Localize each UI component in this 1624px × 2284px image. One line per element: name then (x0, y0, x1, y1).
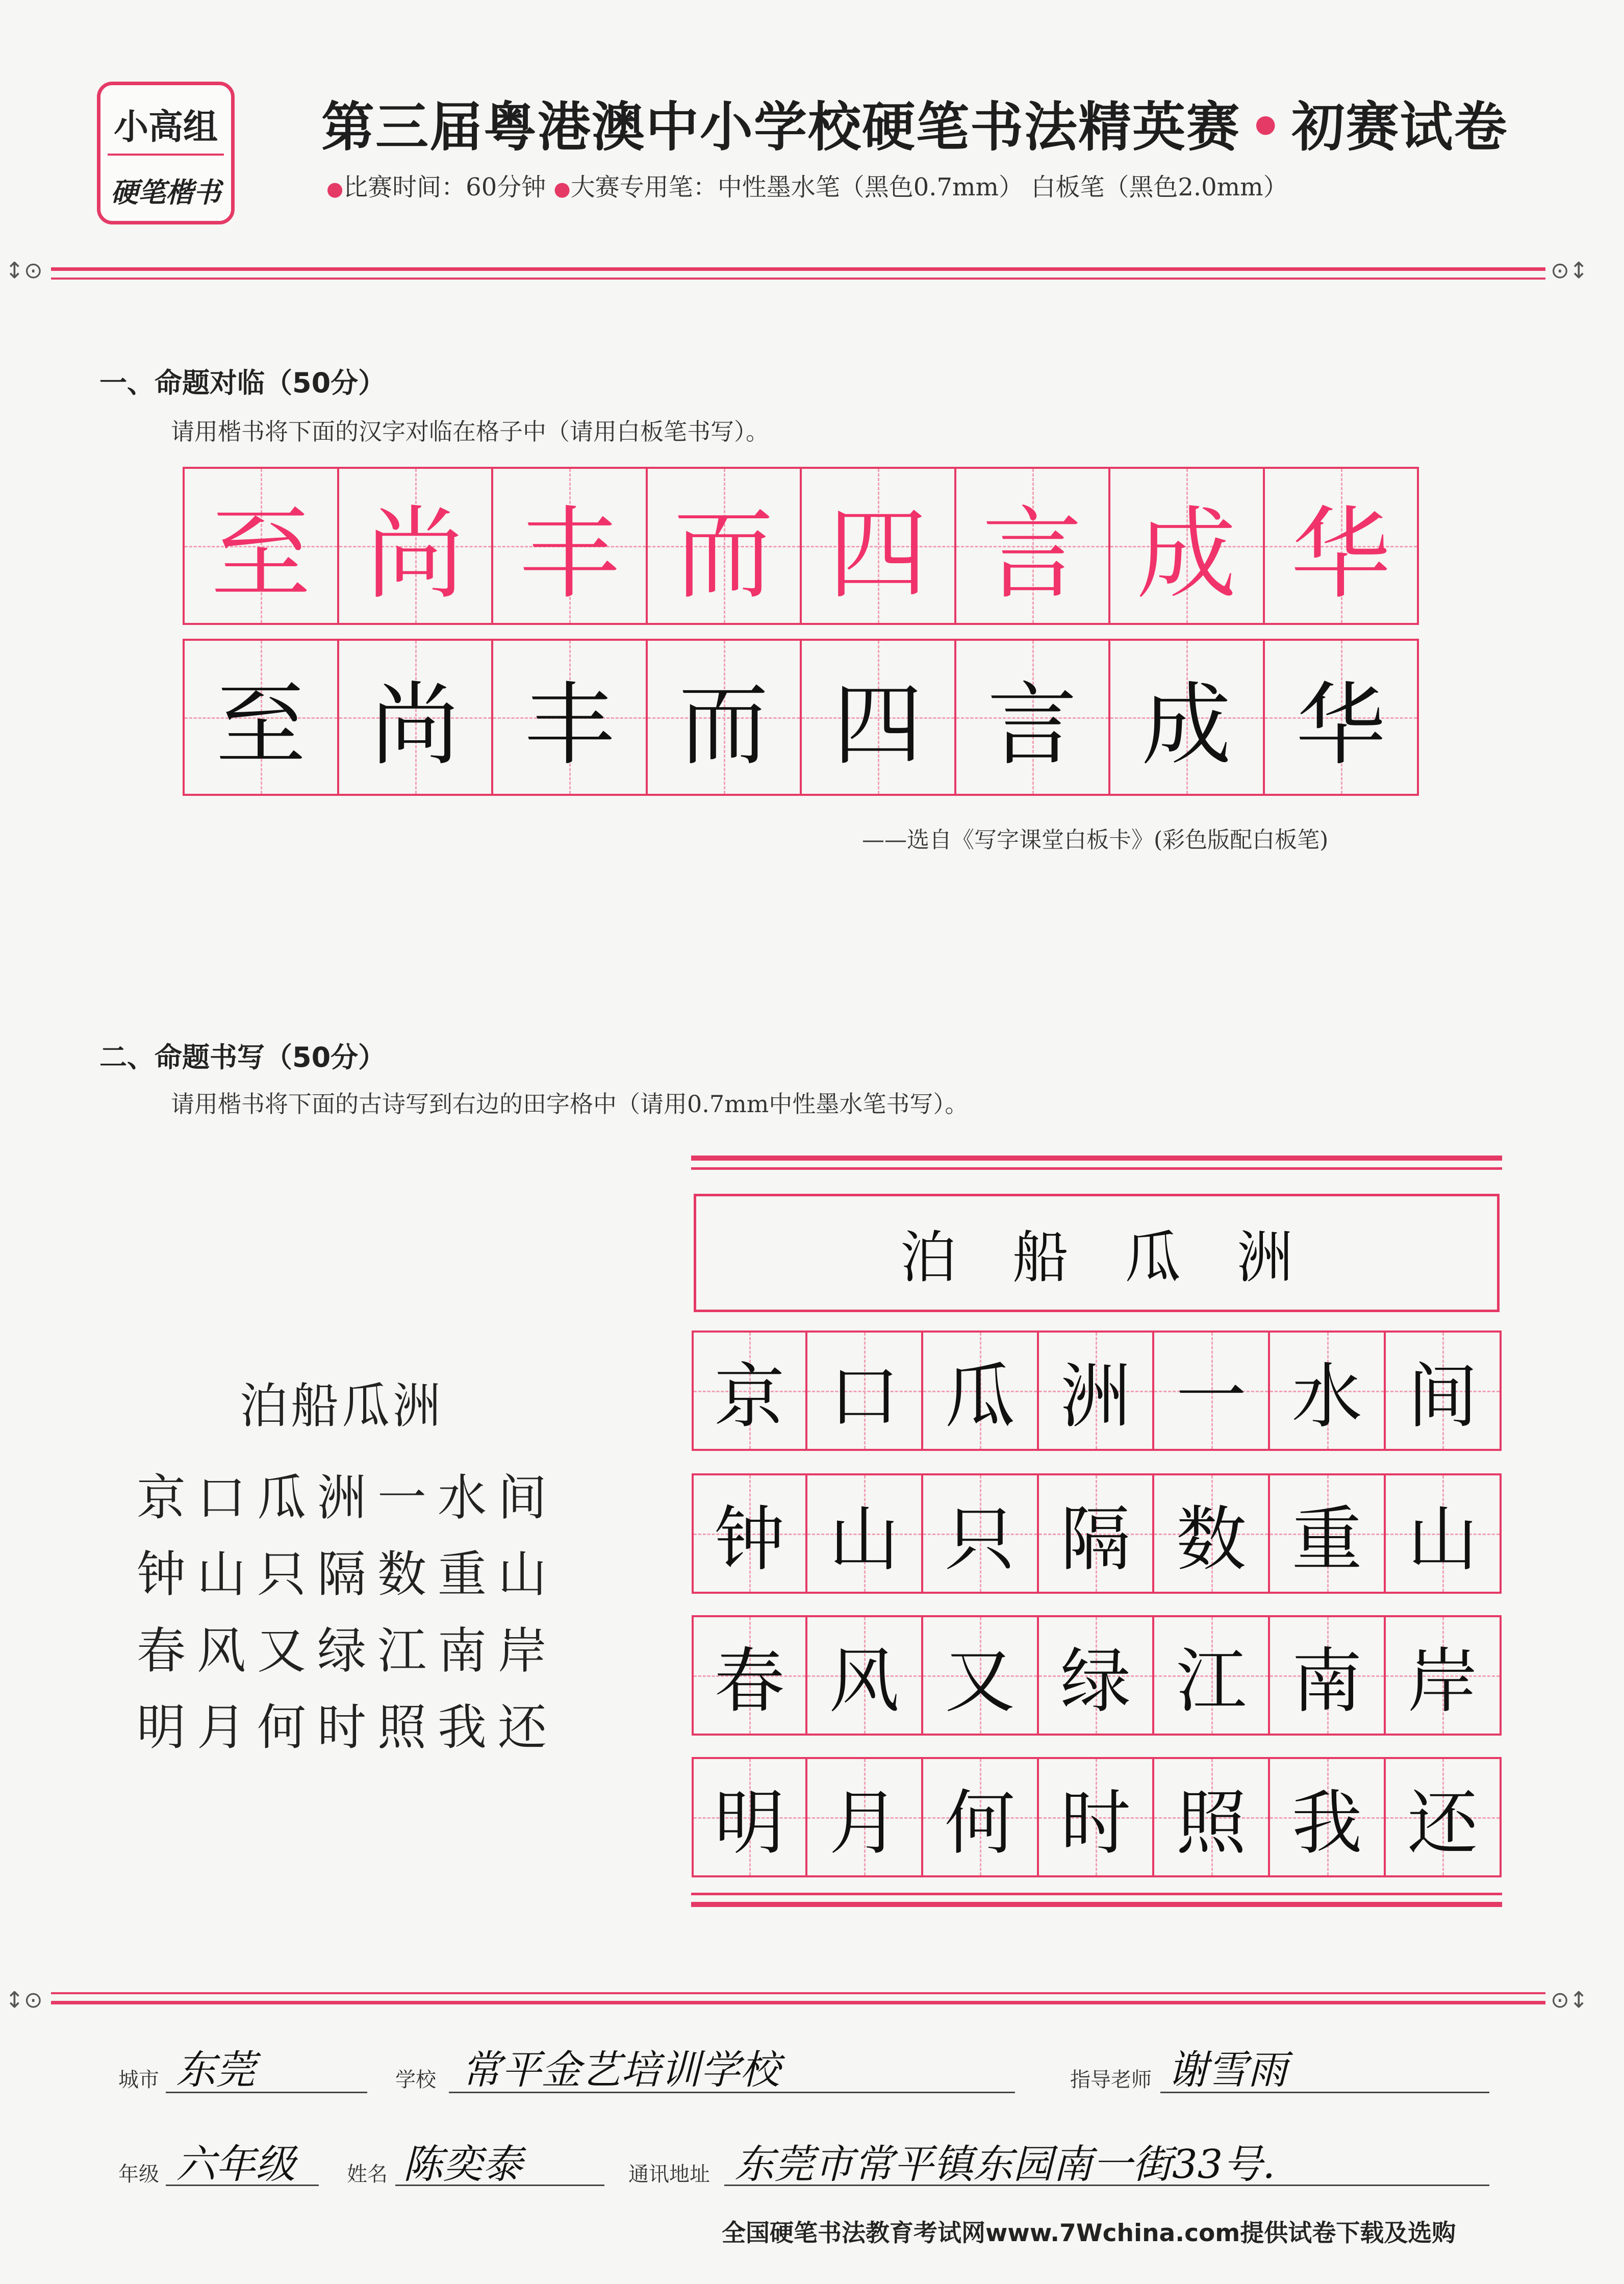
name-label: 姓名 (347, 2163, 388, 2186)
tianzige-cell (1039, 1473, 1155, 1594)
writing-area-bottom-rule-thin (691, 1893, 1502, 1895)
written-char: 绿 (1060, 1640, 1131, 1722)
address-underline (724, 2185, 1489, 2186)
city-field[interactable]: 东莞 (176, 2047, 256, 2093)
bottom-rule-thin (51, 1992, 1545, 1994)
poem-line: 京口瓜洲一水间 (137, 1469, 558, 1526)
written-char: 明 (714, 1782, 785, 1864)
copy-cell (1110, 641, 1265, 794)
teacher-field[interactable]: 谢雪雨 (1168, 2047, 1288, 2093)
tianzige-cell (1386, 1615, 1502, 1736)
model-char: 言 (982, 496, 1082, 613)
tianzige-cell (1039, 1331, 1155, 1451)
written-char: 时 (1060, 1782, 1131, 1864)
tianzige-cell (692, 1615, 807, 1736)
written-char: 洲 (1060, 1356, 1131, 1438)
model-cell (956, 469, 1111, 623)
written-char: 水 (1291, 1356, 1362, 1438)
written-char: 瓜 (945, 1356, 1016, 1438)
page-title (321, 84, 1508, 161)
model-char: 成 (1136, 496, 1237, 613)
tianzige-cell (1154, 1331, 1270, 1451)
bullet-icon: ● (326, 178, 344, 200)
poem-line: 钟山只隔数重山 (137, 1546, 558, 1603)
copy-char: 言 (987, 672, 1077, 777)
written-char: 钟 (714, 1498, 785, 1580)
section1-heading: 一、命题对临（50分） (99, 367, 386, 399)
written-char: 隔 (1060, 1498, 1131, 1580)
copy-char: 丰 (524, 672, 615, 777)
tianzige-cell (1270, 1331, 1386, 1451)
model-char: 尚 (365, 496, 465, 613)
school-underline (449, 2092, 1015, 2093)
model-cell (493, 469, 648, 623)
copy-cell (802, 641, 956, 794)
tianzige-cell (692, 1331, 807, 1451)
model-char: 华 (1290, 496, 1391, 613)
tianzige-cell (923, 1757, 1039, 1877)
model-char: 而 (673, 496, 774, 613)
copy-char: 至 (216, 672, 306, 777)
written-char: 风 (829, 1640, 900, 1722)
arrow-ornament-icon: ⊙↕ (1551, 1987, 1588, 2013)
written-char: 只 (945, 1498, 1016, 1580)
tianzige-cell (1386, 1473, 1502, 1594)
writing-grid-row (692, 1615, 1502, 1736)
top-rule (51, 267, 1545, 271)
copy-cell (956, 641, 1111, 794)
written-char: 京 (714, 1356, 785, 1438)
copy-char: 四 (833, 672, 923, 777)
exam-pens: 大赛专用笔：中性墨水笔（黑色0.7mm） 白板笔（黑色2.0mm） (570, 173, 1288, 202)
written-char: 数 (1176, 1498, 1247, 1580)
copy-char: 华 (1296, 672, 1386, 777)
badge-group-label: 小高组 (113, 107, 218, 147)
tianzige-cell (1039, 1615, 1155, 1736)
tianzige-cell (1039, 1757, 1155, 1877)
tianzige-cell (923, 1615, 1039, 1736)
written-char: 口 (829, 1356, 900, 1438)
tianzige-cell (1386, 1757, 1502, 1877)
grade-field[interactable]: 六年级 (176, 2142, 296, 2188)
poem-title: 泊船瓜洲 (240, 1378, 444, 1434)
writing-area-bottom-rule (691, 1902, 1502, 1907)
school-field[interactable]: 常平金艺培训学校 (462, 2047, 780, 2093)
model-cell (802, 469, 956, 623)
poem-line: 春风又绿江南岸 (137, 1622, 558, 1679)
arrow-ornament-icon: ⊙↕ (1551, 258, 1588, 284)
written-char: 山 (1407, 1498, 1478, 1580)
group-badge (97, 82, 235, 224)
poem-line: 明月何时照我还 (137, 1699, 558, 1756)
tianzige-cell (1270, 1473, 1386, 1594)
writing-area-top-rule-thin (691, 1167, 1502, 1170)
model-cell (1265, 469, 1417, 623)
written-char: 照 (1176, 1782, 1247, 1864)
copy-cell (648, 641, 802, 794)
written-char: 重 (1291, 1498, 1362, 1580)
model-character-grid (183, 467, 1419, 625)
grade-label: 年级 (118, 2163, 159, 2186)
written-char: 山 (829, 1498, 900, 1580)
copy-char: 成 (1141, 672, 1232, 777)
written-char: 岸 (1407, 1640, 1478, 1722)
written-char: 春 (714, 1640, 785, 1722)
bullet-icon: ● (553, 178, 571, 200)
tianzige-cell (692, 1757, 807, 1877)
tianzige-cell (1386, 1331, 1502, 1451)
written-char: 何 (945, 1782, 1016, 1864)
tianzige-cell (1154, 1757, 1270, 1877)
written-char: 一 (1176, 1356, 1247, 1438)
tianzige-cell (807, 1757, 923, 1877)
arrow-ornament-icon: ↕⊙ (5, 258, 43, 284)
address-field[interactable]: 东莞市常平镇东园南一街33号. (734, 2142, 1276, 2188)
copy-character-grid (183, 639, 1419, 796)
model-cell (339, 469, 494, 623)
written-char: 又 (945, 1640, 1016, 1722)
copy-cell (493, 641, 648, 794)
tianzige-cell (807, 1473, 923, 1594)
tianzige-cell (1154, 1473, 1270, 1594)
arrow-ornament-icon: ↕⊙ (5, 1987, 43, 2013)
writing-grid-row (692, 1473, 1502, 1594)
writing-grid-row (692, 1757, 1502, 1877)
written-char: 我 (1291, 1782, 1362, 1864)
top-rule-thin (51, 278, 1545, 280)
model-cell (648, 469, 802, 623)
written-title-box (694, 1194, 1500, 1312)
copy-char: 而 (678, 672, 769, 777)
tianzige-cell (807, 1331, 923, 1451)
name-underline (395, 2185, 604, 2186)
section1-instruction: 请用楷书将下面的汉字对临在格子中（请用白板笔书写）。 (171, 418, 769, 445)
written-char: 江 (1176, 1640, 1247, 1722)
copy-char: 尚 (370, 672, 460, 777)
name-field[interactable]: 陈奕泰 (403, 2142, 523, 2188)
grade-underline (166, 2185, 319, 2186)
title-main: 第三届粤港澳中小学校硬笔书法精英赛 (321, 96, 1241, 158)
exam-time: 比赛时间：60分钟 (343, 173, 546, 202)
badge-category-label: 硬笔楷书 (111, 176, 221, 209)
tianzige-cell (923, 1473, 1039, 1594)
teacher-underline (1160, 2092, 1489, 2093)
model-char: 四 (828, 496, 928, 613)
teacher-label: 指导老师 (1070, 2068, 1152, 2092)
model-char: 至 (211, 496, 311, 613)
copy-cell (339, 641, 494, 794)
tianzige-cell (923, 1331, 1039, 1451)
written-char: 间 (1407, 1356, 1478, 1438)
city-label: 城市 (118, 2068, 159, 2092)
writing-grid-row (692, 1331, 1502, 1451)
tianzige-cell (1270, 1615, 1386, 1736)
written-char: 南 (1291, 1640, 1362, 1722)
address-label: 通讯地址 (628, 2163, 710, 2186)
section2-heading: 二、命题书写（50分） (99, 1041, 386, 1073)
school-label: 学校 (395, 2068, 436, 2092)
model-cell (185, 469, 339, 623)
city-underline (166, 2092, 367, 2093)
tianzige-cell (1154, 1615, 1270, 1736)
written-char: 月 (829, 1782, 900, 1864)
source-note: ——选自《写字课堂白板卡》(彩色版配白板笔) (862, 827, 1329, 853)
bottom-rule (51, 2001, 1545, 2004)
model-cell (1110, 469, 1265, 623)
badge-divider (108, 154, 224, 156)
writing-area-top-rule (691, 1156, 1502, 1161)
title-separator: • (1249, 96, 1284, 158)
title-tail: 初赛试卷 (1291, 96, 1508, 158)
written-title: 泊船瓜洲 (900, 1225, 1349, 1290)
exam-info (326, 167, 1288, 203)
copy-cell (185, 641, 339, 794)
written-char: 还 (1407, 1782, 1478, 1864)
tianzige-cell (692, 1473, 807, 1594)
tianzige-cell (807, 1615, 923, 1736)
tianzige-cell (1270, 1757, 1386, 1877)
section2-instruction: 请用楷书将下面的古诗写到右边的田字格中（请用0.7mm中性墨水笔书写）。 (171, 1090, 969, 1118)
footer-note: 全国硬笔书法教育考试网www.7Wchina.com提供试卷下载及选购 (722, 2219, 1456, 2247)
copy-cell (1265, 641, 1417, 794)
model-char: 丰 (519, 496, 620, 613)
